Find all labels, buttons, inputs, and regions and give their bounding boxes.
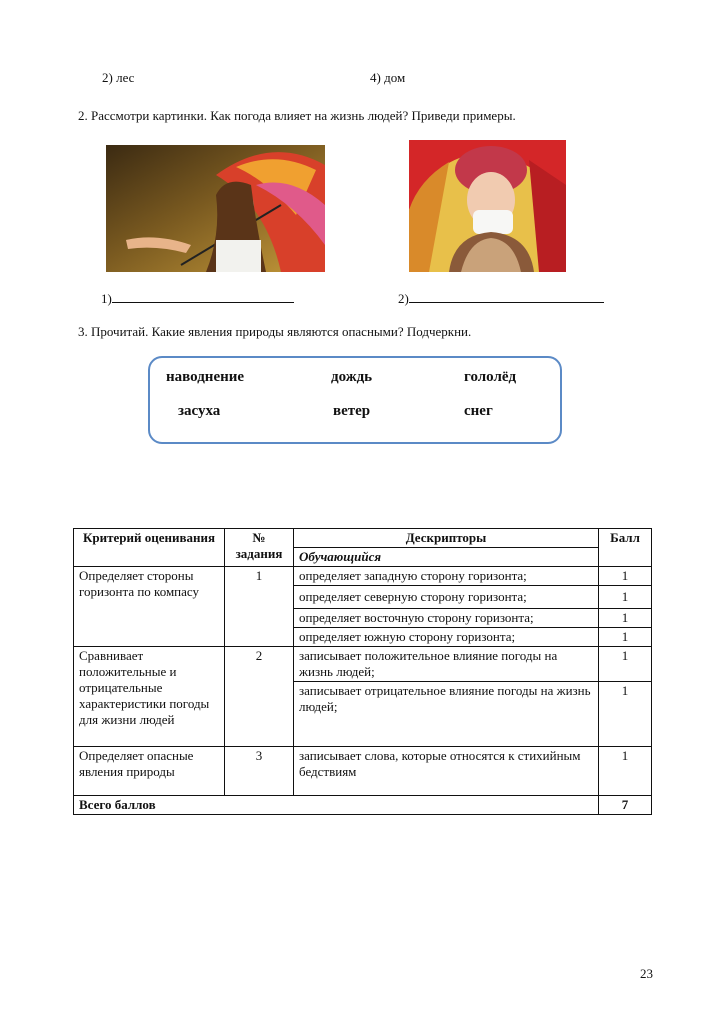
criterion-2: Сравнивает положительные и отрицательные характеристики погоды для жизни людей <box>74 647 225 747</box>
descriptor-1-1: определяет западную сторону горизонта; <box>294 567 599 586</box>
task-number-3: 3 <box>225 747 294 796</box>
header-score: Балл <box>599 529 652 567</box>
task2-answer2[interactable] <box>398 290 604 307</box>
header-criterion: Критерий оценивания <box>74 529 225 567</box>
option-house: 4) дом <box>370 70 406 85</box>
score-1-4: 1 <box>599 628 652 647</box>
word-flood[interactable]: наводнение <box>166 369 245 385</box>
score-1-3: 1 <box>599 609 652 628</box>
option-forest: 2) лес <box>102 70 135 85</box>
descriptor-1-3: определяет восточную сторону горизонта; <box>294 609 599 628</box>
word-snow[interactable]: снег <box>464 403 493 419</box>
task2-question: 2. Рассмотри картинки. Как погода влияет на жизнь людей? Приведи примеры. <box>78 108 516 123</box>
task2-answer1[interactable] <box>101 290 294 307</box>
word-drought[interactable]: засуха <box>178 403 221 419</box>
descriptor-2-2: записывает отрицательное влияние погоды на жизнь людей; <box>294 682 599 747</box>
task3-question: 3. Прочитай. Какие явления природы являются опасными? Подчеркни. <box>78 324 472 339</box>
score-3-1: 1 <box>599 747 652 796</box>
photo-woman-cold-tissue <box>409 140 566 272</box>
total-label: Всего баллов <box>74 796 599 815</box>
header-descriptors: Дескрипторы <box>294 529 599 548</box>
descriptor-3-1: записывает слова, которые относятся к стихийным бедствиям <box>294 747 599 796</box>
answer2-blank[interactable] <box>409 290 604 303</box>
task-number-2: 2 <box>225 647 294 747</box>
score-2-1: 1 <box>599 647 652 682</box>
score-2-2: 1 <box>599 682 652 747</box>
score-1-2: 1 <box>599 586 652 609</box>
total-score: 7 <box>599 796 652 815</box>
descriptor-1-4: определяет южную сторону горизонта; <box>294 628 599 647</box>
word-wind[interactable]: ветер <box>333 403 371 419</box>
header-task-number: № задания <box>225 529 294 567</box>
photo-woman-rain-umbrella <box>106 145 325 272</box>
answer2-label: 2) <box>398 291 409 306</box>
word-rain[interactable]: дождь <box>331 369 373 385</box>
criterion-3: Определяет опасные явления природы <box>74 747 225 796</box>
criterion-1: Определяет стороны горизонта по компасу <box>74 567 225 647</box>
answer1-label: 1) <box>101 291 112 306</box>
word-ice[interactable]: гололёд <box>464 369 517 385</box>
descriptor-2-1: записывает положительное влияние погоды на жизнь людей; <box>294 647 599 682</box>
score-1-1: 1 <box>599 567 652 586</box>
header-learner: Обучающийся <box>294 548 599 567</box>
answer1-blank[interactable] <box>112 290 294 303</box>
task-number-1: 1 <box>225 567 294 647</box>
page-number: 23 <box>640 966 653 981</box>
descriptor-1-2: определяет северную сторону горизонта; <box>294 586 599 609</box>
assessment-table <box>73 528 652 815</box>
